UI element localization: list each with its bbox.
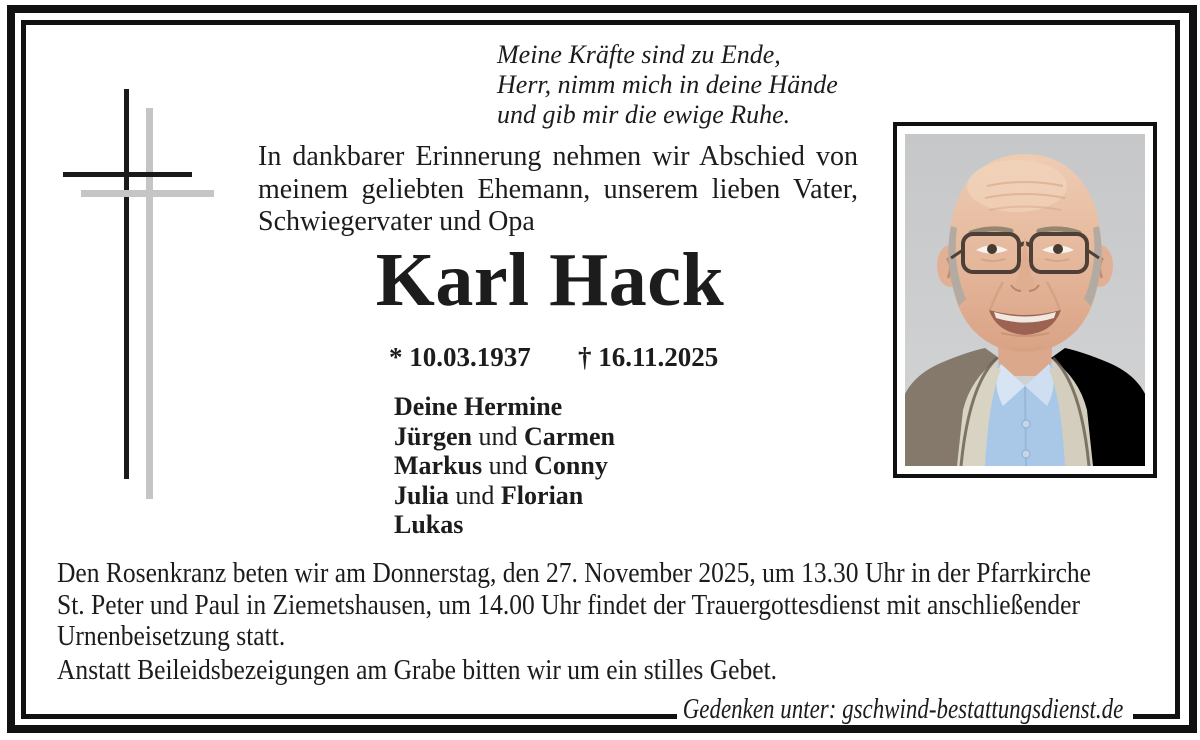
mourner-name: Deine Hermine <box>394 392 563 421</box>
condolence-note: Anstatt Beileidsbezeigungen am Grabe bitten wir um ein stilles Gebet. <box>57 654 778 686</box>
intro-text: In dankbarer Erinnerung nehmen wir Abschied von meinem geliebten Ehemann, unserem lieben Vater, Schwiegervater und Opa <box>258 141 858 237</box>
cross-gray-horizontal <box>81 190 214 197</box>
mourner-connector: und <box>488 451 528 480</box>
mourner-name: Carmen <box>524 421 615 451</box>
inner-border-bottom-right-segment <box>1133 714 1180 719</box>
portrait-illustration <box>905 134 1145 466</box>
mourner-row <box>394 422 615 452</box>
mourner-name: Lukas <box>394 510 464 539</box>
mourner-row <box>394 392 615 422</box>
verse-line: Herr, nimm mich in deine Hände <box>497 70 838 99</box>
mourner-name: Markus <box>394 451 483 480</box>
cross-black-vertical <box>124 89 129 479</box>
death-date: † 16.11.2025 <box>578 342 719 372</box>
verse-line: und gib mir die ewige Ruhe. <box>497 100 791 129</box>
mourner-connector: und <box>455 480 495 510</box>
opening-verse <box>497 40 838 130</box>
mourner-name: Jürgen <box>394 421 472 451</box>
verse-line: Meine Kräfte sind zu Ende, <box>497 40 781 69</box>
funeral-line: Urnenbeisetzung statt. <box>57 620 286 652</box>
mourner-name: Conny <box>534 451 608 480</box>
funeral-line: St. Peter und Paul in Ziemetshausen, um 14.00 Uhr findet der Trauergottesdienst mit anschließender <box>57 588 1080 621</box>
memorial-website-note: Gedenken unter: gschwind-bestattungsdienst.de <box>682 694 1123 725</box>
cross-black-horizontal <box>63 172 192 177</box>
mourner-row <box>394 481 615 511</box>
mourner-row <box>394 510 615 540</box>
portrait-photo <box>893 122 1157 478</box>
inner-border-bottom-left-segment <box>21 714 677 719</box>
mourner-name: Florian <box>500 480 584 510</box>
mourner-name: Julia <box>394 480 449 510</box>
mourners-list <box>394 392 615 540</box>
memorial-cross-icon <box>0 0 260 520</box>
cross-gray-vertical <box>146 108 153 499</box>
funeral-line: Den Rosenkranz beten wir am Donnerstag, den 27. November 2025, um 13.30 Uhr in der Pfarrkirche <box>57 557 1091 589</box>
funeral-info <box>57 558 1091 653</box>
mourner-connector: und <box>478 421 518 451</box>
deceased-name: Karl Hack <box>375 238 725 322</box>
birth-date: * 10.03.1937 <box>389 342 531 372</box>
mourner-row <box>394 451 615 481</box>
